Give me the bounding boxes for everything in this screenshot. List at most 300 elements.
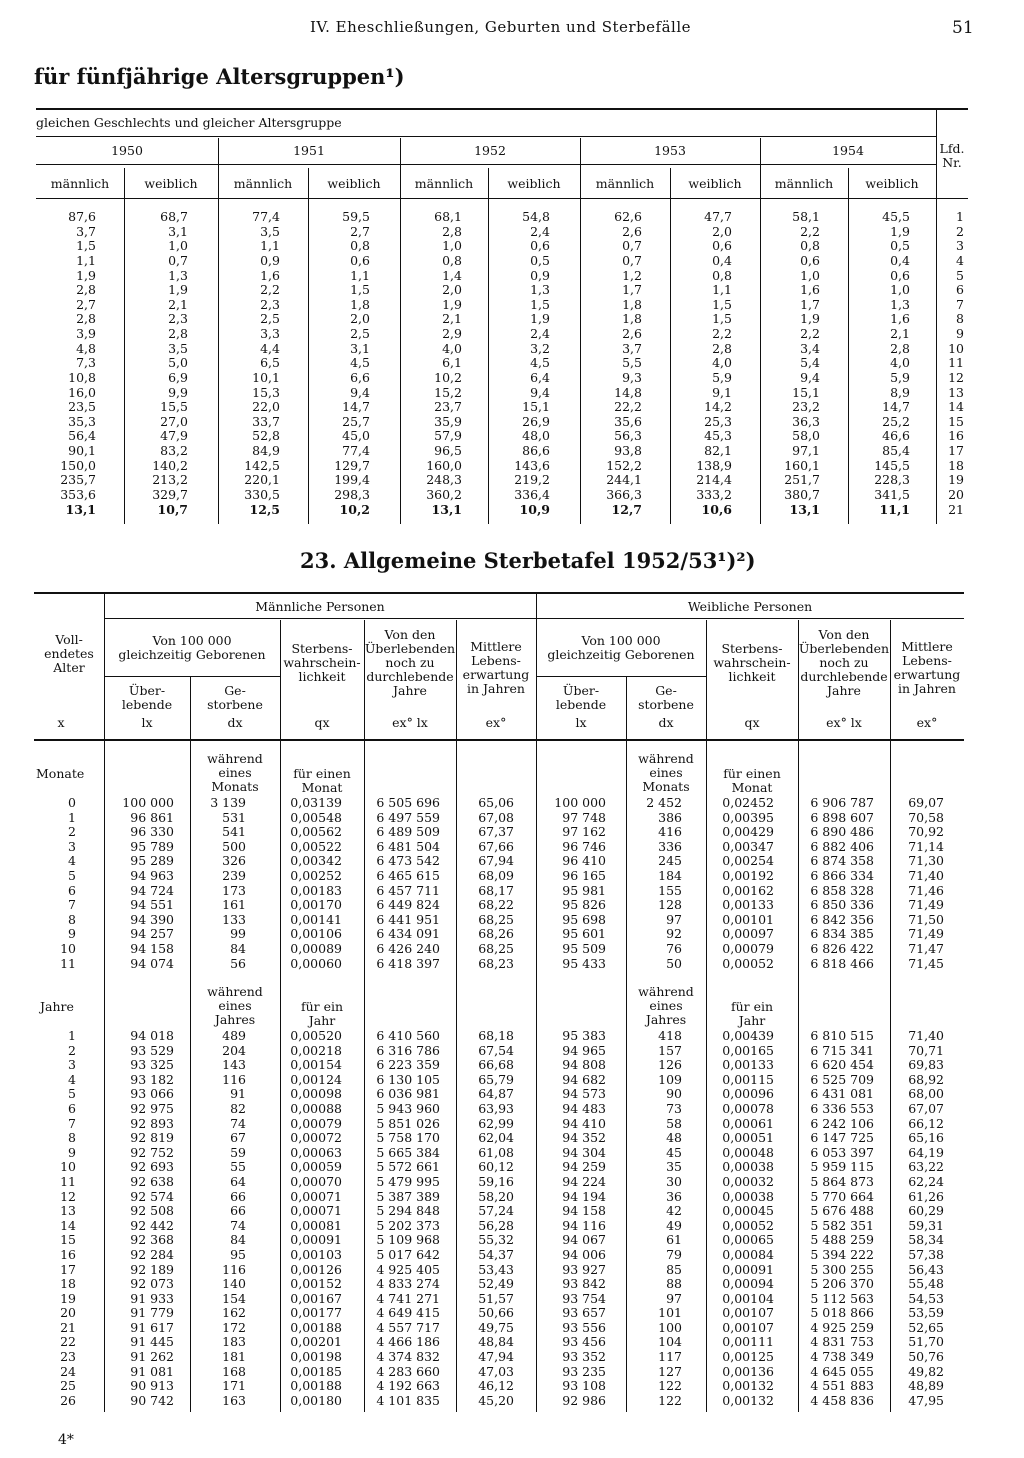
table2-cell: 184: [658, 867, 682, 883]
table2-cell: 157: [658, 1042, 682, 1058]
table2-cell: 6 426 240: [376, 940, 440, 956]
table2-cell: 65,06: [478, 795, 514, 810]
table1-cell: 19: [948, 472, 964, 488]
table2-cell: 95 698: [562, 911, 606, 927]
col-divider: [848, 168, 849, 524]
table1-cell: 22,0: [252, 399, 280, 415]
table2-cell: 59,16: [478, 1173, 514, 1189]
table1-cell: 0,4: [712, 252, 732, 268]
table2-cell: 94 410: [562, 1115, 606, 1131]
col-divider: [124, 168, 125, 524]
table1-title: für fünfjährige Altersgruppen¹): [34, 64, 405, 89]
table2-cell: 6 434 091: [376, 926, 440, 942]
female-remaining-years-column: [802, 796, 874, 971]
table1-cell: 10,9: [519, 501, 550, 517]
sex-label: weiblich: [865, 176, 919, 191]
table2-cell: 95 826: [562, 897, 606, 913]
table1-cell: 1,5: [350, 282, 370, 298]
table2-cell: 90 742: [130, 1392, 174, 1408]
table1-cell: 380,7: [784, 486, 820, 502]
table1-cell: 0,7: [622, 238, 642, 254]
table1-cell: 59,5: [342, 209, 370, 224]
table2-cell: 95 601: [562, 926, 606, 942]
table1-cell: 96,5: [434, 443, 462, 458]
table1-cell: 1,2: [622, 267, 642, 283]
col-divider: [890, 620, 891, 1412]
table1-cell: 15,3: [252, 384, 280, 400]
table2-cell: 96 861: [130, 809, 174, 825]
table2-cell: 6: [68, 882, 76, 898]
table2-cell: 91 262: [130, 1349, 174, 1365]
table2-cell: 0,00125: [722, 1349, 774, 1365]
table1-cell: 142,5: [244, 457, 280, 473]
table2-cell: 92 893: [130, 1115, 174, 1131]
symbol-dx: dx: [658, 715, 674, 730]
table2-cell: 541: [222, 824, 246, 840]
table2-cell: 76: [666, 940, 682, 956]
table1-cell: 2,8: [76, 311, 96, 327]
table2-cell: 4 833 274: [376, 1276, 440, 1292]
table2-cell: 6 336 553: [810, 1100, 874, 1116]
table1-cell: 58,0: [792, 428, 820, 444]
table2-cell: 6 489 509: [376, 824, 440, 840]
table2-cell: 0,02452: [722, 795, 774, 810]
table1-cell: 1,6: [890, 311, 910, 327]
survivors-header: Über- lebende: [121, 683, 173, 712]
table1-cell: 2,1: [890, 326, 910, 341]
table2-cell: 0,00065: [722, 1232, 774, 1248]
table1-cell: 2,5: [350, 326, 370, 341]
year-1950: 1950: [111, 143, 143, 158]
table2-cell: 6 906 787: [810, 795, 874, 810]
table2-cell: 5 300 255: [810, 1261, 874, 1277]
table1-column: [768, 210, 820, 517]
table2-cell: 6 866 334: [810, 867, 874, 883]
table2-cell: 58,34: [908, 1232, 944, 1248]
table1-cell: 3,5: [260, 223, 280, 239]
symbol-Tx: ex° lx: [392, 715, 428, 730]
table2-cell: 104: [658, 1334, 682, 1350]
table1-cell: 87,6: [68, 209, 96, 224]
table2-cell: 5 206 370: [810, 1276, 874, 1292]
table1-cell: 143,6: [514, 457, 550, 473]
table1-cell: 138,9: [696, 457, 732, 473]
table1-column: [408, 210, 462, 517]
table1-cell: 9,1: [712, 384, 732, 400]
table1-cell: 1,7: [800, 296, 820, 312]
table2-group-rule: [104, 618, 964, 619]
table2-cell: 24: [60, 1363, 76, 1379]
table2-cell: 0,00096: [722, 1086, 774, 1102]
table2-cell: 94 194: [562, 1188, 606, 1204]
male-deaths-column: [194, 796, 246, 971]
table2-cell: 0,00562: [290, 824, 342, 840]
table1-cell: 341,5: [874, 486, 910, 502]
table1-cell: 0,6: [350, 252, 370, 268]
table2-cell: 56,28: [478, 1217, 514, 1233]
table2-cell: 5 943 960: [376, 1100, 440, 1116]
year-1951: 1951: [293, 143, 325, 158]
table1-cell: 1,9: [530, 311, 550, 327]
table1-cell: 6,6: [350, 369, 370, 385]
table2-cell: 92 508: [130, 1203, 174, 1219]
table2-cell: 96 746: [562, 838, 606, 854]
table2-cell: 16: [60, 1246, 76, 1262]
table2-cell: 0,00198: [290, 1349, 342, 1365]
table2-cell: 5 851 026: [376, 1115, 440, 1131]
table2-cell: 6 036 981: [376, 1086, 440, 1102]
table2-cell: 6 449 824: [376, 897, 440, 913]
table2-cell: 0,00439: [722, 1028, 774, 1043]
table2-cell: 0,00104: [722, 1290, 774, 1306]
table1-cell: 22,2: [614, 399, 642, 415]
sex-label: männlich: [50, 176, 110, 191]
table2-cohort-rule: [104, 676, 280, 677]
table1-cell: 84,9: [252, 443, 280, 458]
female-survivors-column: [540, 1029, 606, 1408]
table2-cell: 91: [230, 1086, 246, 1102]
table2-cell: 92 073: [130, 1276, 174, 1292]
table2-cell: 0,00165: [722, 1042, 774, 1058]
table1-cell: 3,2: [530, 340, 550, 356]
table2-cell: 0,00395: [722, 809, 774, 825]
table1-cell: 17: [948, 443, 964, 458]
table2-cell: 73: [666, 1100, 682, 1116]
table2-cell: 7: [68, 1115, 76, 1131]
table2-cell: 69,83: [908, 1057, 944, 1073]
col-divider: [218, 138, 219, 524]
table2-cell: 6 525 709: [810, 1071, 874, 1087]
table2-cell: 65,16: [908, 1130, 944, 1146]
female-group-header: Weibliche Personen: [687, 599, 813, 614]
table1-column: [132, 210, 188, 517]
table1-cell: 15,1: [522, 399, 550, 415]
table1-top-rule: [36, 108, 968, 110]
table1-cell: 15,1: [792, 384, 820, 400]
table1-cell: 12: [948, 369, 964, 385]
survivors-header: Über- lebende: [555, 683, 607, 712]
table1-cell: 1,0: [168, 238, 188, 254]
table2-cell: 6 242 106: [810, 1115, 874, 1131]
table2-cell: 0,00162: [722, 882, 774, 898]
table1-cell: 0,8: [442, 252, 462, 268]
table2-cell: 56,43: [908, 1261, 944, 1277]
table2-cell: 0,00032: [722, 1173, 774, 1189]
col-divider: [936, 108, 937, 524]
table2-cell: 92 574: [130, 1188, 174, 1204]
table2-cell: 0,00084: [722, 1246, 774, 1262]
table2-cell: 67,07: [908, 1100, 944, 1116]
table2-cell: 50: [666, 955, 682, 971]
table1-cell: 2,1: [442, 311, 462, 327]
table2-cell: 93 352: [562, 1349, 606, 1365]
table2-cell: 0,00045: [722, 1203, 774, 1219]
table2-cell: 5 582 351: [810, 1217, 874, 1233]
table1-cell: 1,9: [800, 311, 820, 327]
table1-cell: 12,5: [249, 501, 280, 517]
table2-cell: 122: [658, 1378, 682, 1394]
table2-cell: 5 864 873: [810, 1173, 874, 1189]
table2-cell: 67,66: [478, 838, 514, 854]
table1-cell: 20: [948, 486, 964, 502]
symbol-qx: qx: [314, 715, 330, 730]
remaining-years-header: Von den Überlebenden noch zu durchlebende Jahre: [798, 627, 890, 698]
table1-cell: 5,0: [168, 355, 188, 371]
table1-cell: 1,4: [442, 267, 462, 283]
table2-cell: 65,79: [478, 1071, 514, 1087]
table2-cell: 4 741 271: [376, 1290, 440, 1306]
table2-cell: 0,00103: [290, 1246, 342, 1262]
table2-cell: 55: [230, 1159, 246, 1175]
table1-cell: 220,1: [244, 472, 280, 488]
table2-cell: 0,00059: [290, 1159, 342, 1175]
table1-cell: 1,0: [442, 238, 462, 254]
col-divider: [798, 620, 799, 1412]
table2-cell: 0: [68, 795, 76, 810]
table2-cell: 88: [666, 1276, 682, 1292]
probability-header: Sterbens- wahrschein- lichkeit: [283, 641, 361, 684]
table2-cell: 0,00180: [290, 1392, 342, 1408]
table2-cell: 48: [666, 1130, 682, 1146]
table2-cell: 68,25: [478, 911, 514, 927]
male-survivors-column: [108, 1029, 174, 1408]
years-label: Jahre: [40, 999, 74, 1014]
table1-cell: 1,5: [76, 238, 96, 254]
table2-cell: 6 481 504: [376, 838, 440, 854]
table2-cell: 95 433: [562, 955, 606, 971]
table1-cell: 6,1: [442, 355, 462, 371]
table1-cell: 86,6: [522, 443, 550, 458]
table2-cell: 94 224: [562, 1173, 606, 1189]
table2-cell: 4 192 663: [376, 1378, 440, 1394]
table2-cell: 173: [222, 882, 246, 898]
table1-column: [678, 210, 732, 517]
sex-label: weiblich: [507, 176, 561, 191]
table2-cell: 5 112 563: [810, 1290, 874, 1306]
table2-cell: 4 458 836: [810, 1392, 874, 1408]
table1-cell: 0,8: [712, 267, 732, 283]
table1-cell: 2,7: [350, 223, 370, 239]
table2-cell: 4: [68, 1071, 76, 1087]
table2-cell: 54,37: [478, 1246, 514, 1262]
table2-cell: 93 235: [562, 1363, 606, 1379]
table2-cell: 97: [666, 911, 682, 927]
table1-cell: 46,6: [882, 428, 910, 444]
table2-cell: 47,94: [478, 1349, 514, 1365]
table1-cell: 13,1: [431, 501, 462, 517]
table2-cell: 6 834 385: [810, 926, 874, 942]
table2-cell: 62,99: [478, 1115, 514, 1131]
table2-cell: 386: [658, 809, 682, 825]
table2-cell: 69,07: [908, 795, 944, 810]
table1-cell: 27,0: [160, 413, 188, 429]
table1-cell: 199,4: [334, 472, 370, 488]
table2-cell: 94 352: [562, 1130, 606, 1146]
table2-cell: 0,00548: [290, 809, 342, 825]
table2-cell: 71,45: [908, 955, 944, 971]
table2-cell: 61,08: [478, 1144, 514, 1160]
table1-cell: 9,9: [168, 384, 188, 400]
table2-cell: 4 645 055: [810, 1363, 874, 1379]
table2-cell: 62,24: [908, 1173, 944, 1189]
table2-cell: 168: [222, 1363, 246, 1379]
table1-cell: 3,3: [260, 326, 280, 341]
table1-cell: 248,3: [426, 472, 462, 488]
table1-cell: 0,6: [800, 252, 820, 268]
table1-cell: 9,4: [530, 384, 550, 400]
table2-cell: 416: [658, 824, 682, 840]
table2-cell: 6 842 356: [810, 911, 874, 927]
table2-top-rule: [34, 592, 964, 594]
table1-cell: 214,4: [696, 472, 732, 488]
table2-cell: 1: [68, 1028, 76, 1043]
table2-cell: 93 657: [562, 1305, 606, 1321]
table1-cell: 1,8: [622, 296, 642, 312]
table2-cell: 101: [658, 1305, 682, 1321]
table1-cell: 2,7: [76, 296, 96, 312]
table1-cell: 2,5: [260, 311, 280, 327]
table1-cell: 1,7: [622, 282, 642, 298]
table2-cell: 93 066: [130, 1086, 174, 1102]
sex-label: weiblich: [144, 176, 198, 191]
table2-cell: 59: [230, 1144, 246, 1160]
table1-cell: 152,2: [606, 457, 642, 473]
table1-cell: 7: [956, 296, 964, 312]
table1-cell: 93,8: [614, 443, 642, 458]
table2-cell: 68,92: [908, 1071, 944, 1087]
table1-cell: 1,1: [76, 252, 96, 268]
table2-cell: 4 551 883: [810, 1378, 874, 1394]
table2-cell: 0,00051: [722, 1130, 774, 1146]
table2-cell: 116: [222, 1071, 246, 1087]
table2-cell: 9: [68, 926, 76, 942]
table1-cell: 1,8: [350, 296, 370, 312]
table2-cell: 6 053 397: [810, 1144, 874, 1160]
table1-cell: 10: [948, 340, 964, 356]
table2-cell: 20: [60, 1305, 76, 1321]
table2-cell: 6 826 422: [810, 940, 874, 956]
female-expectancy-column: [894, 796, 944, 971]
table2-cell: 0,00107: [722, 1319, 774, 1335]
table2-cell: 0,00126: [290, 1261, 342, 1277]
table1-cell: 160,0: [426, 457, 462, 473]
table2-cell: 91 933: [130, 1290, 174, 1306]
table2-cell: 94 158: [130, 940, 174, 956]
table2-cell: 70,58: [908, 809, 944, 825]
table1-cell: 4,0: [442, 340, 462, 356]
table1-cell: 4: [956, 252, 964, 268]
table2-cell: 0,00154: [290, 1057, 342, 1073]
table2-cell: 4 831 753: [810, 1334, 874, 1350]
table2-cell: 71,46: [908, 882, 944, 898]
table2-cell: 92 368: [130, 1232, 174, 1248]
table2-cell: 67,08: [478, 809, 514, 825]
table2-cell: 66,12: [908, 1115, 944, 1131]
table1-cell: 3,7: [76, 223, 96, 239]
unit-note: während eines Jahres: [207, 984, 263, 1027]
table1-cell: 0,5: [890, 238, 910, 254]
table2-cell: 99: [230, 926, 246, 942]
table2-cell: 68,00: [908, 1086, 944, 1102]
table2-cell: 489: [222, 1028, 246, 1043]
table2-cell: 95: [230, 1246, 246, 1262]
table2-cell: 4 283 660: [376, 1363, 440, 1379]
table1-cell: 14,7: [342, 399, 370, 415]
table2-cell: 61,26: [908, 1188, 944, 1204]
table2-cell: 6 457 711: [376, 882, 440, 898]
table1-cell: 1,0: [800, 267, 820, 283]
symbol-ex: ex°: [916, 715, 938, 730]
table2-cell: 51,57: [478, 1290, 514, 1306]
table2-cell: 93 529: [130, 1042, 174, 1058]
table1-cell: 35,9: [434, 413, 462, 429]
table1-cell: 0,6: [890, 267, 910, 283]
table1-cell: 213,2: [152, 472, 188, 488]
table1-cell: 1,9: [442, 296, 462, 312]
table2-cell: 171: [222, 1378, 246, 1394]
table2-cell: 6 410 560: [376, 1028, 440, 1043]
table2-cell: 8: [68, 1130, 76, 1146]
table2-cell: 94 390: [130, 911, 174, 927]
table2-cell: 94 074: [130, 955, 174, 971]
table1-cell: 18: [948, 457, 964, 473]
female-probability-column: [710, 1029, 774, 1408]
table1-caption: gleichen Geschlechts und gleicher Altersgruppe: [36, 115, 342, 130]
table2-cell: 90 913: [130, 1378, 174, 1394]
table2-cell: 51,70: [908, 1334, 944, 1350]
table2-cell: 97: [666, 1290, 682, 1306]
table2-cell: 0,00063: [290, 1144, 342, 1160]
table2-cell: 0,00132: [722, 1378, 774, 1394]
table2-cell: 96 165: [562, 867, 606, 883]
table1-cell: 56,3: [614, 428, 642, 444]
table2-cell: 0,00185: [290, 1363, 342, 1379]
table2-cell: 0,00038: [722, 1159, 774, 1175]
table2-cell: 91 617: [130, 1319, 174, 1335]
table2-cell: 79: [666, 1246, 682, 1262]
table1-cell: 3,1: [168, 223, 188, 239]
table2-cell: 0,00136: [722, 1363, 774, 1379]
page-number: 51: [952, 18, 974, 38]
table1-cell: 13,1: [789, 501, 820, 517]
table1-column: [588, 210, 642, 517]
table2-cell: 47,03: [478, 1363, 514, 1379]
table2-cell: 17: [60, 1261, 76, 1277]
table1-cell: 4,4: [260, 340, 280, 356]
table1-cell: 0,9: [530, 267, 550, 283]
table1-cell: 10,6: [701, 501, 732, 517]
table1-cell: 48,0: [522, 428, 550, 444]
table2-cell: 5 387 389: [376, 1188, 440, 1204]
table2-cell: 22: [60, 1334, 76, 1350]
table2-cell: 3 139: [210, 795, 246, 810]
table2-cell: 63,93: [478, 1100, 514, 1116]
table1-cell: 1,5: [712, 296, 732, 312]
table2-cell: 71,47: [908, 940, 944, 956]
table2-cell: 70,92: [908, 824, 944, 840]
table2-cell: 94 259: [562, 1159, 606, 1175]
table1-cell: 2,1: [168, 296, 188, 312]
table2-cell: 57,24: [478, 1203, 514, 1219]
table1-cell: 9,4: [350, 384, 370, 400]
table2-cell: 6 431 081: [810, 1086, 874, 1102]
table1-column: [44, 210, 96, 517]
female-deaths-column: [630, 796, 682, 971]
table1-cell: 13: [948, 384, 964, 400]
table2-cell: 2: [68, 824, 76, 840]
table1-cell: 16,0: [68, 384, 96, 400]
table2-cell: 0,00520: [290, 1028, 342, 1043]
